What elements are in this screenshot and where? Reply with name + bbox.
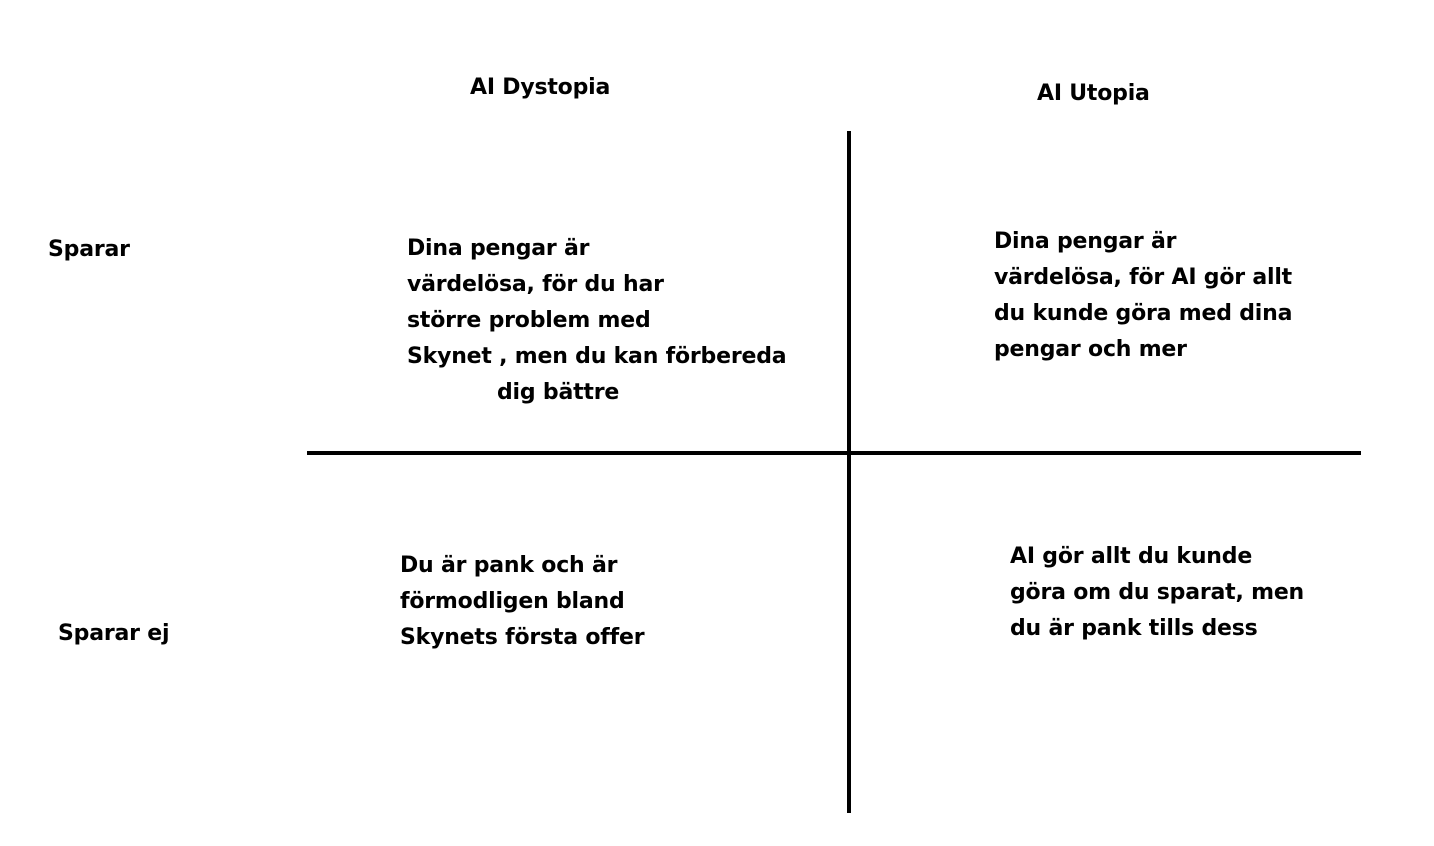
vertical-axis (847, 131, 851, 813)
cell-line: AI gör allt du kunde (1010, 544, 1253, 569)
cell-line: värdelösa, för AI gör allt (994, 265, 1292, 290)
cell-line: större problem med (407, 308, 651, 333)
cell-top-left (407, 231, 786, 411)
cell-line: du kunde göra med dina (994, 301, 1293, 326)
cell-line: Skynet , men du kan förbereda (407, 344, 787, 369)
column-heading-dystopia: AI Dystopia (470, 75, 611, 100)
cell-line: du är pank tills dess (1010, 616, 1258, 641)
cell-line: pengar och mer (994, 337, 1187, 362)
cell-line: göra om du sparat, men (1010, 580, 1305, 605)
cell-line: Skynets första offer (400, 625, 645, 650)
cell-top-right (994, 224, 1292, 368)
cell-line: förmodligen bland (400, 589, 625, 614)
row-heading-sparar: Sparar (48, 237, 130, 262)
cell-line: Dina pengar är (407, 236, 590, 261)
cell-line: Dina pengar är (994, 229, 1177, 254)
cell-line: dig bättre (497, 380, 620, 405)
column-heading-utopia: AI Utopia (1037, 81, 1150, 106)
horizontal-axis (307, 451, 1361, 455)
cell-line: värdelösa, för du har (407, 272, 664, 297)
cell-bottom-right (1010, 539, 1304, 647)
cell-bottom-left (400, 548, 644, 656)
row-heading-sparar-ej: Sparar ej (58, 621, 170, 646)
cell-line: Du är pank och är (400, 553, 618, 578)
